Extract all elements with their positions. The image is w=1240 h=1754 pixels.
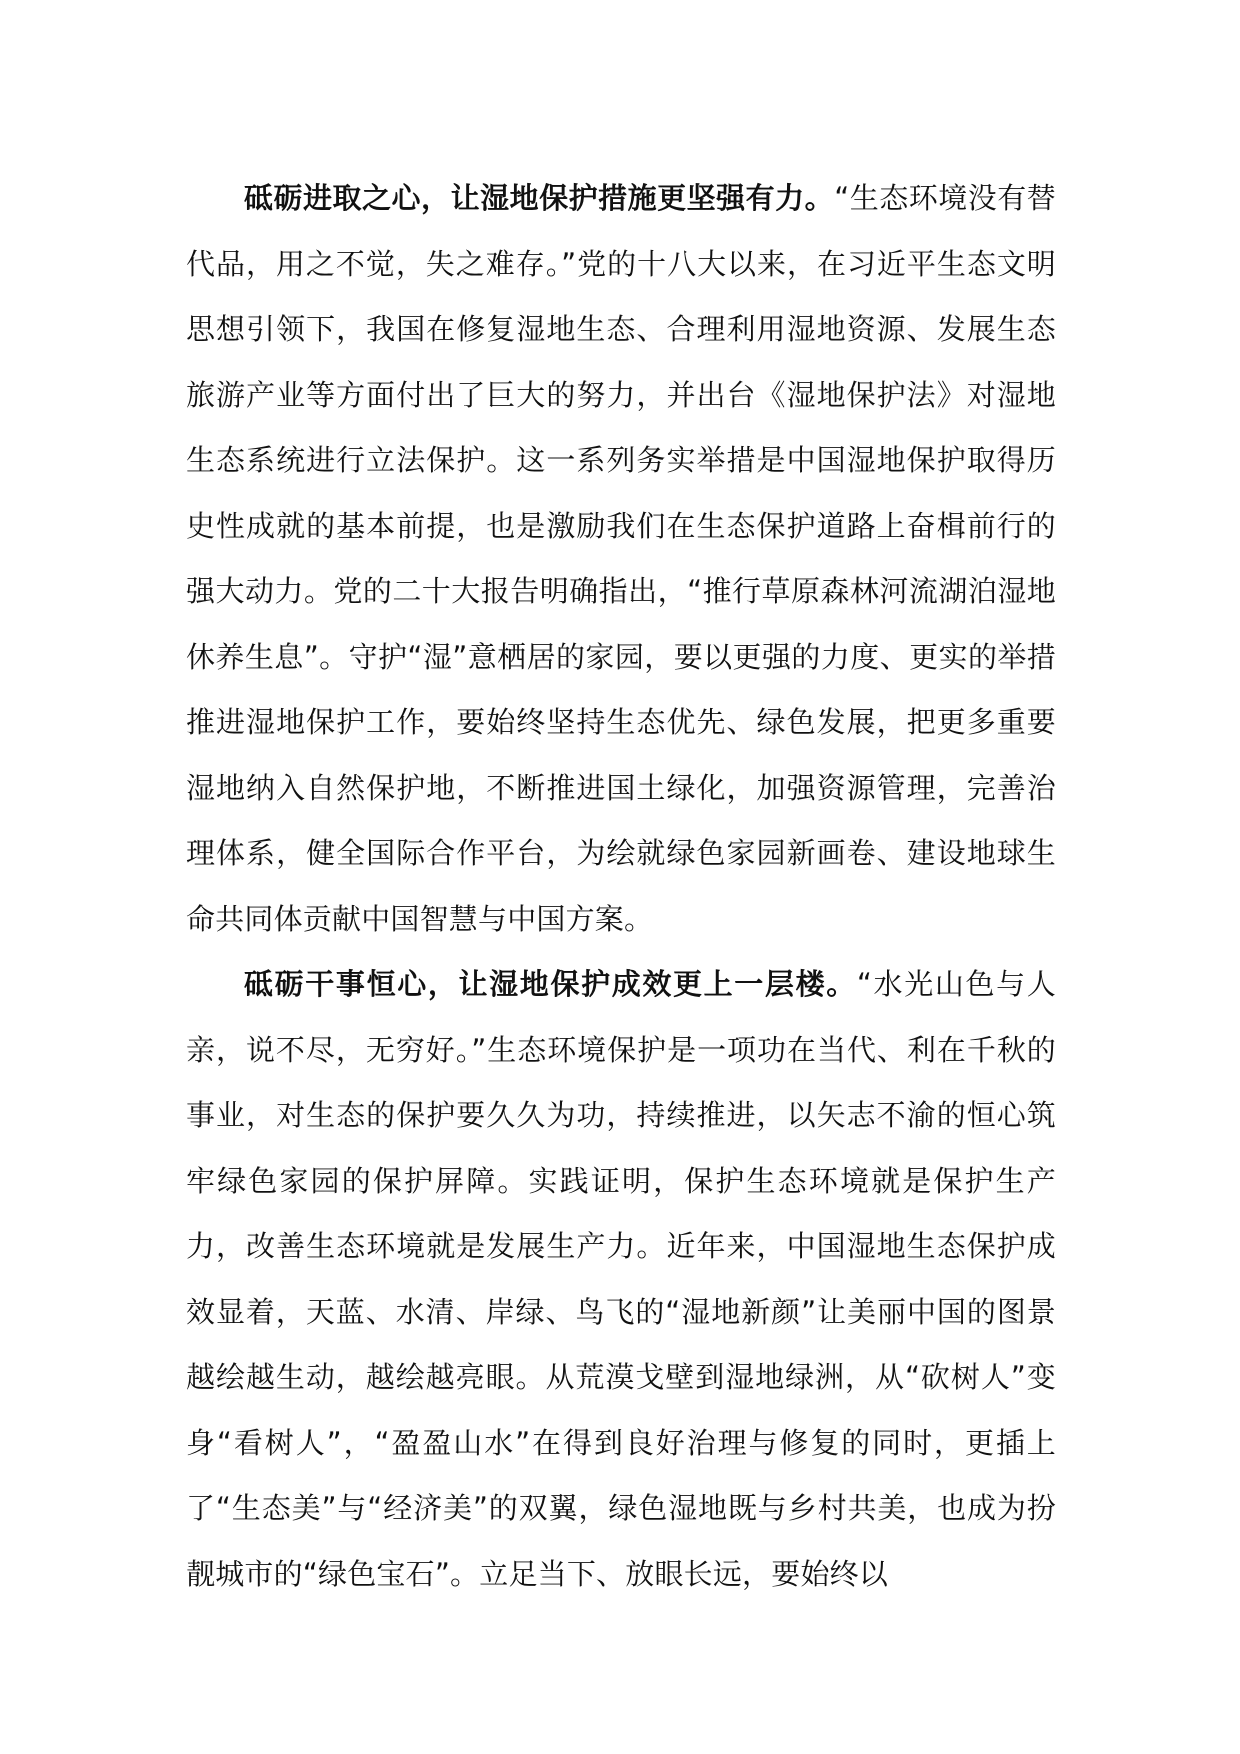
paragraph-2-body: “水光山色与人亲，说不尽，无穷好。”生态环境保护是一项功在当代、利在千秋的事业，对生态的保护要久久为功，持续推进，以矢志不渝的恒心筑牢绿色家园的保护屏障。实践证明，保护生态环境就是保护生产力，改善生态环境就是发展生产力。近年来，中国湿地生态保护成效显着，天蓝、水清、岸绿、鸟飞的“湿地新颜”让美丽中国的图景越绘越生动，越绘越亮眼。从荒漠戈壁到湿地绿洲，从“砍树人”变身“看树人”，“盈盈山水”在得到良好治理与修复的同时，更插上了“生态美”与“经济美”的双翼，绿色湿地既与乡村共美，也成为扮靓城市的“绿色宝石”。立足当下、放眼长远，要始终以 (186, 967, 1056, 1591)
paragraph-2 (186, 952, 1056, 1607)
paragraph-1 (186, 166, 1056, 952)
paragraph-2-lead: 砥砺干事恒心，让湿地保护成效更上一层楼。 (244, 967, 857, 1001)
paragraph-1-body: “生态环境没有替代品，用之不觉，失之难存。”党的十八大以来，在习近平生态文明思想引领下，我国在修复湿地生态、合理利用湿地资源、发展生态旅游产业等方面付出了巨大的努力，并出台《湿地保护法》对湿地生态系统进行立法保护。这一系列务实举措是中国湿地保护取得历史性成就的基本前提，也是激励我们在生态保护道路上奋楫前行的强大动力。党的二十大报告明确指出，“推行草原森林河流湖泊湿地休养生息”。守护“湿”意栖居的家园，要以更强的力度、更实的举措推进湿地保护工作，要始终坚持生态优先、绿色发展，把更多重要湿地纳入自然保护地，不断推进国土绿化，加强资源管理，完善治理体系，健全国际合作平台，为绘就绿色家园新画卷、建设地球生命共同体贡献中国智慧与中国方案。 (186, 181, 1056, 936)
document-body (186, 166, 1056, 1607)
paragraph-1-lead: 砥砺进取之心，让湿地保护措施更坚强有力。 (244, 181, 835, 215)
